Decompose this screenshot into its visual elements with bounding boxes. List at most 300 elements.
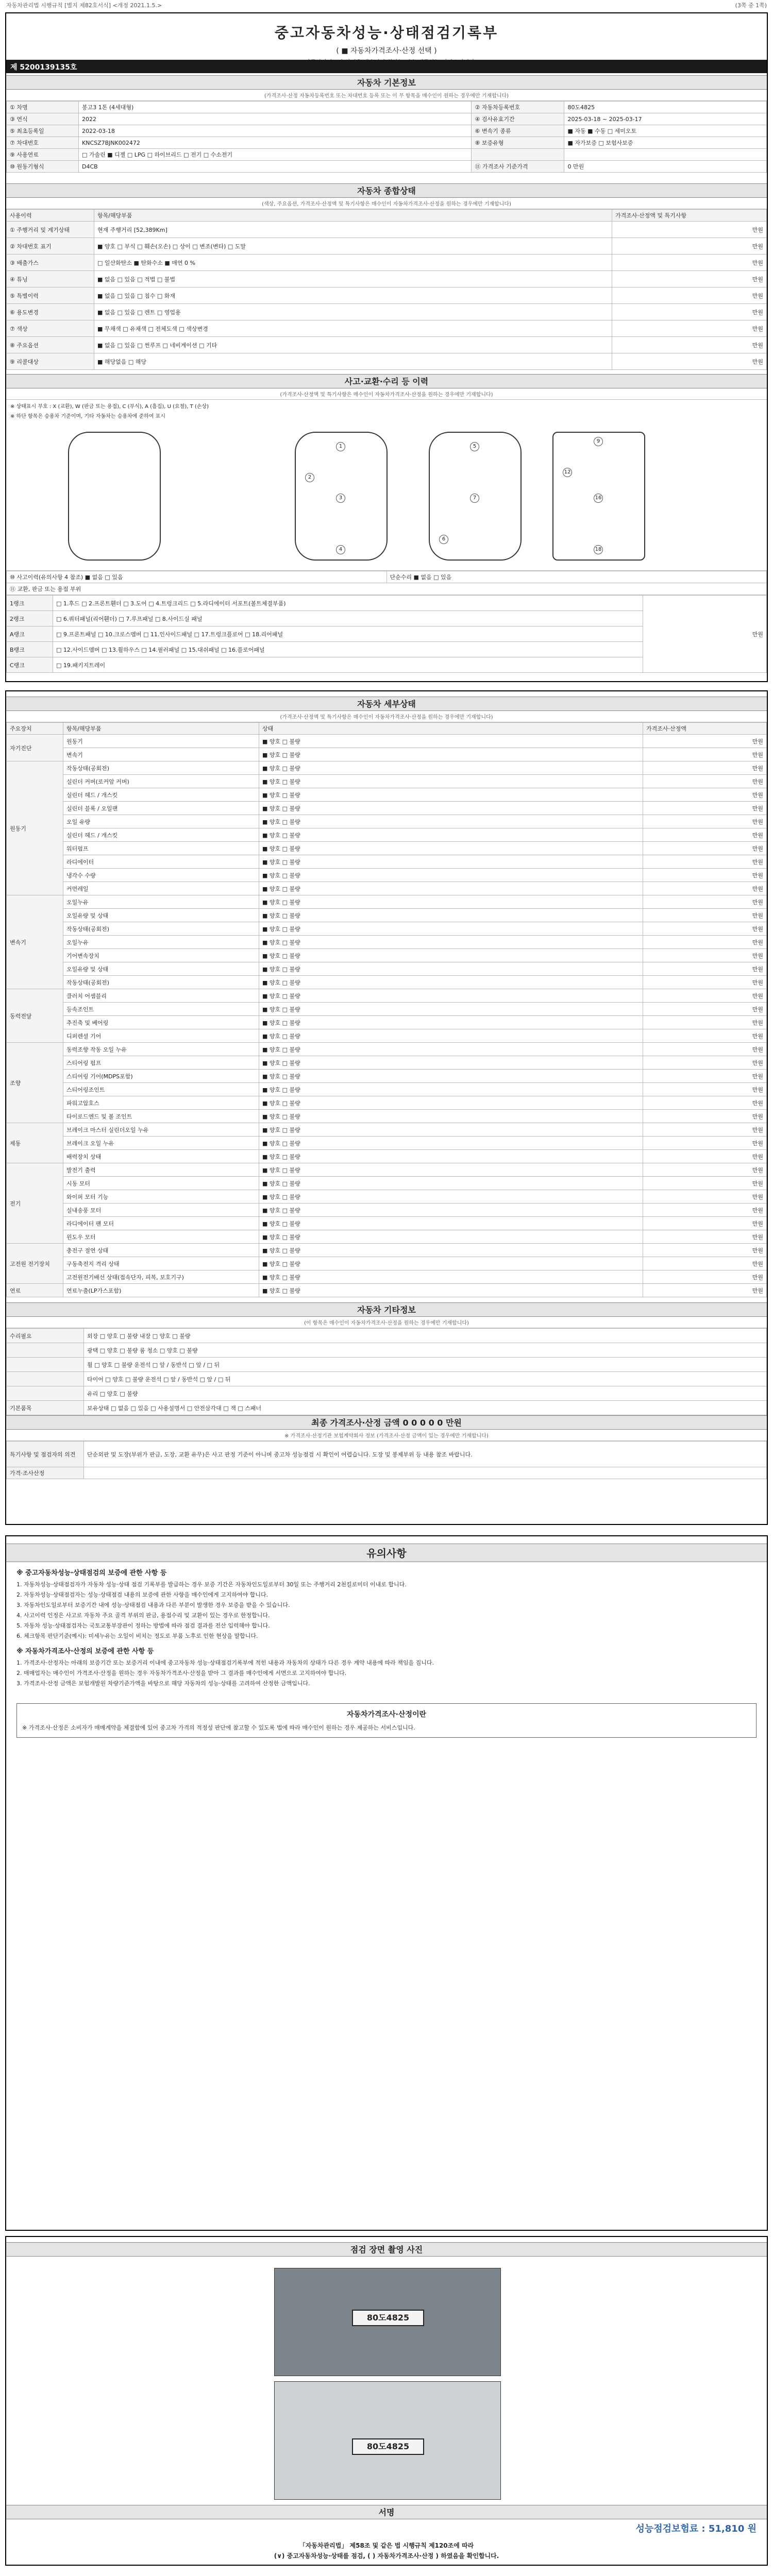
rank-key: C랭크 (7, 657, 53, 673)
detail-row (7, 815, 767, 828)
detail-row (7, 1150, 767, 1163)
detail-item: 클러치 어셈블리 (63, 989, 259, 1003)
overall-price: 만원 (612, 304, 767, 320)
overall-key: ⑨ 리콜대상 (7, 353, 94, 370)
simple-repair: 단순수리 ■ 없음 □ 있음 (386, 571, 767, 583)
detail-row (7, 1177, 767, 1190)
detail-price: 만원 (643, 842, 767, 855)
final-price: 최종 가격조사·산정 금액 0 0 0 0 0 만원 (6, 1415, 767, 1430)
other-row (7, 1358, 767, 1372)
part-number-1: 1 (336, 442, 345, 451)
rank-value: □ 19.패키지트레이 (53, 657, 643, 673)
detail-row (7, 855, 767, 869)
inspection-photo-front (274, 2268, 501, 2376)
detail-item: 오일유량 및 상태 (63, 909, 259, 922)
license-plate-2: 80도4825 (352, 2438, 424, 2455)
accident-legend: ※ 상태표시 부호 : X (교환), W (판금 또는 용접), C (부식), A (흠집), U (요철), T (손상) (10, 404, 209, 410)
overall-price: 만원 (612, 222, 767, 238)
overall-price: 만원 (612, 320, 767, 337)
basic-info-value: 80도4825 (564, 101, 767, 113)
other-value: 유리 □ 양호 □ 불량 (84, 1386, 767, 1401)
overall-key: ① 주행거리 및 계기상태 (7, 222, 94, 238)
detail-item: 스티어링 펌프 (63, 1056, 259, 1070)
overall-key: ② 차대번호 표기 (7, 238, 94, 255)
detail-status: ■ 양호 □ 불량 (259, 1150, 643, 1163)
detail-status: ■ 양호 □ 불량 (259, 828, 643, 842)
other-key: 기본품목 (7, 1401, 84, 1415)
detail-status: ■ 양호 □ 불량 (259, 855, 643, 869)
detail-price: 만원 (643, 855, 767, 869)
notice-item: 2. 매매업자는 매수인이 가격조사·산정을 원하는 경우 자동차가격조사·산정을 받아 그 결과를 매수인에게 서면으로 고지하여야 합니다. (16, 1670, 347, 1676)
basic-info-key: ⑤ 최초등록일 (7, 125, 79, 137)
detail-price: 만원 (643, 909, 767, 922)
detail-group: 전기 (7, 1163, 63, 1244)
overall-row (7, 255, 767, 271)
detail-status: ■ 양호 □ 불량 (259, 1137, 643, 1150)
detail-row (7, 882, 767, 895)
detail-group: 변속기 (7, 895, 63, 989)
detail-item: 냉각수 수량 (63, 869, 259, 882)
overall-note: (색상, 주요옵션, 가격조사·산정액 및 특기사항은 매수인이 자동차가격조사·산정을 원하는 경우에만 기재합니다) (6, 198, 767, 209)
basic-info-key: ④ 검사유효기간 (472, 113, 564, 125)
detail-row (7, 1123, 767, 1137)
detail-item: 발전기 출력 (63, 1163, 259, 1177)
part-number-3: 3 (336, 494, 345, 503)
detail-price: 만원 (643, 761, 767, 775)
detail-item: 구동축전지 격리 상태 (63, 1257, 259, 1270)
overall-row (7, 271, 767, 287)
detail-row (7, 922, 767, 936)
notice-item: 1. 자동차성능·상태점검자가 자동차 성능·상태 점검 기록부를 발급하는 경우 보증 기간은 자동차인도일로부터 30일 또는 주행거리 2천킬로미터 이내로 합니다. (16, 1581, 407, 1588)
detail-price: 만원 (643, 1270, 767, 1284)
detail-price: 만원 (643, 788, 767, 802)
detail-item: 스티어링 기어(MDPS포함) (63, 1070, 259, 1083)
inspection-photo-rear (274, 2381, 501, 2500)
detail-item: 고전원전기배선 상태(접속단자, 피복, 보호기구) (63, 1270, 259, 1284)
document-number: 제 5200139135호 (6, 60, 767, 73)
detail-price: 만원 (643, 976, 767, 989)
other-row (7, 1372, 767, 1386)
detail-group: 제동 (7, 1123, 63, 1163)
rank-value: □ 12.사이드멤버 □ 13.휠하우스 □ 14.필러패널 □ 15.대쉬패널 □ 16.플로어패널 (53, 642, 643, 657)
other-value: 보유상태 □ 없음 □ 있음 □ 사용설명서 □ 안전삼각대 □ 잭 □ 스패너 (84, 1401, 767, 1415)
detail-price: 만원 (643, 895, 767, 909)
accident-legend-2: ※ 하단 항목은 승용차 기준이며, 기타 자동차는 승용차에 준하여 표시 (10, 414, 165, 419)
detail-item: 실린더 커버(로커암 커버) (63, 775, 259, 788)
detail-row (7, 761, 767, 775)
detail-item: 연료누출(LP가스포함) (63, 1284, 259, 1297)
detail-item: 충전구 절연 상태 (63, 1244, 259, 1257)
detail-status: ■ 양호 □ 불량 (259, 1003, 643, 1016)
page-four (5, 2236, 768, 2566)
detail-row (7, 1096, 767, 1110)
notice-title: 유의사항 (6, 1544, 767, 1562)
notice-item: 6. 체크항목 판단기준(예시): 미세누유는 오일이 비치는 정도로 부품 노후로 인한 현상을 말합니다. (16, 1633, 258, 1639)
basic-info-row (7, 101, 767, 113)
detail-item: 파워고압호스 (63, 1096, 259, 1110)
detail-group: 원동기 (7, 761, 63, 895)
basic-info-value: 2025-03-18 ~ 2025-03-17 (564, 113, 767, 125)
price-value (84, 1467, 767, 1479)
rank-value: □ 1.후드 □ 2.프론트휀더 □ 3.도어 □ 4.트렁크리드 □ 5.라디에이터 서포트(볼트체결부품) (53, 596, 643, 611)
detail-item: 기어변속장치 (63, 949, 259, 962)
detail-row (7, 1244, 767, 1257)
rank-value: □ 6.쿼터패널(리어휀더) □ 7.루프패널 □ 8.사이드실 패널 (53, 611, 643, 626)
special-label: 특기사항 및 점검자의 의견 (7, 1442, 84, 1467)
overall-value: ■ 없음 □ 있음 □ 썬루프 □ 네비게이션 □ 기타 (94, 337, 612, 353)
detail-row (7, 1257, 767, 1270)
notice-item: 1. 가격조사·산정자는 아래의 보증기간 또는 보증거리 이내에 중고자동차 성능·상태점검기록부에 적힌 내용과 자동차의 상태가 다른 경우 계약 내용에 따라 책임을 집니다. (16, 1659, 434, 1666)
detail-table (6, 722, 767, 1297)
other-key (7, 1372, 84, 1386)
detail-item: 디퍼렌셜 기어 (63, 1029, 259, 1043)
other-note: (이 항목은 매수인이 자동차가격조사·산정을 원하는 경우에만 기재합니다) (6, 1317, 767, 1328)
detail-row (7, 1070, 767, 1083)
detail-status: ■ 양호 □ 불량 (259, 1016, 643, 1029)
detail-row (7, 1083, 767, 1096)
detail-row (7, 1056, 767, 1070)
other-key: 수리필요 (7, 1329, 84, 1343)
detail-row (7, 1190, 767, 1204)
notice-list-2 (6, 1658, 767, 1688)
detail-status: ■ 양호 □ 불량 (259, 815, 643, 828)
basic-info-key: ① 차명 (7, 101, 79, 113)
basic-info-row (7, 149, 767, 161)
notice-box-text: ※ 가격조사·산정은 소비자가 매매계약을 체결함에 있어 중고차 가격의 적정성 판단에 참고할 수 있도록 법에 따라 매수인이 원하는 경우 제공하는 서비스입니다. (22, 1724, 415, 1731)
overall-header: 가격조사·산정액 및 특기사항 (612, 210, 767, 222)
overall-key: ⑥ 용도변경 (7, 304, 94, 320)
detail-status: ■ 양호 □ 불량 (259, 1270, 643, 1284)
detail-row (7, 976, 767, 989)
basic-info-value: ■ 자가보증 □ 보험사보증 (564, 137, 767, 149)
detail-price: 만원 (643, 802, 767, 815)
detail-price: 만원 (643, 1137, 767, 1150)
detail-status: ■ 양호 □ 불량 (259, 1110, 643, 1123)
detail-row (7, 962, 767, 976)
basic-info-title: 자동차 기본정보 (6, 75, 767, 90)
overall-price: 만원 (612, 238, 767, 255)
detail-item: 작동상태(공회전) (63, 922, 259, 936)
detail-price: 만원 (643, 1284, 767, 1297)
page-two (5, 690, 768, 1525)
other-value: 외장 □ 양호 □ 불량 내장 □ 양호 □ 불량 (84, 1329, 767, 1343)
overall-row (7, 353, 767, 370)
overall-key: ④ 튜닝 (7, 271, 94, 287)
notice-heading-2: ※ 자동차가격조사·산정의 보증에 관한 사항 등 (16, 1648, 154, 1655)
rank-title: ⑪ 교환, 판금 또는 용접 부위 (7, 583, 767, 595)
detail-item: 와이퍼 모터 기능 (63, 1190, 259, 1204)
detail-price: 만원 (643, 748, 767, 761)
detail-status: ■ 양호 □ 불량 (259, 1163, 643, 1177)
detail-status: ■ 양호 □ 불량 (259, 1043, 643, 1056)
detail-price: 만원 (643, 1056, 767, 1070)
overall-row (7, 320, 767, 337)
detail-group: 연료 (7, 1284, 63, 1297)
other-value: 광택 □ 양호 □ 불량 룸 청소 □ 양호 □ 불량 (84, 1343, 767, 1358)
basic-info-value: 봉고3 1톤 (4세대형) (79, 101, 472, 113)
detail-price: 만원 (643, 1190, 767, 1204)
detail-row (7, 895, 767, 909)
detail-status: ■ 양호 □ 불량 (259, 735, 643, 748)
overall-value: ■ 없음 □ 있음 □ 렌트 □ 영업용 (94, 304, 612, 320)
overall-price: 만원 (612, 337, 767, 353)
detail-row (7, 989, 767, 1003)
detail-item: 타이로드엔드 및 볼 조인트 (63, 1110, 259, 1123)
rank-table (6, 595, 767, 673)
car-outline-left (68, 432, 161, 561)
detail-price: 만원 (643, 1150, 767, 1163)
overall-row (7, 238, 767, 255)
detail-item: 커먼레일 (63, 882, 259, 895)
rank-key: 1랭크 (7, 596, 53, 611)
detail-price: 만원 (643, 735, 767, 748)
detail-status: ■ 양호 □ 불량 (259, 1230, 643, 1244)
detail-row (7, 1230, 767, 1244)
overall-key: ⑤ 특별이력 (7, 287, 94, 304)
detail-status: ■ 양호 □ 불량 (259, 1096, 643, 1110)
detail-row (7, 949, 767, 962)
detail-row (7, 869, 767, 882)
detail-price: 만원 (643, 1123, 767, 1137)
notice-heading-1: ※ 중고자동차성능·상태점검의 보증에 관한 사항 등 (16, 1569, 167, 1577)
overall-value: ■ 양호 □ 부식 □ 훼손(오손) □ 상이 □ 변조(변타) □ 도말 (94, 238, 612, 255)
overall-value: □ 일산화탄소 ■ 탄화수소 ■ 매연 0 % (94, 255, 612, 271)
insurance-fee: 성능점검보험료 : 51,810 원 (635, 2523, 757, 2534)
detail-price: 만원 (643, 949, 767, 962)
notice-item: 3. 자동차인도일로부터 보증기간 내에 성능·상태점검 내용과 다른 부분이 발생한 경우 보증을 받을 수 있습니다. (16, 1602, 290, 1608)
detail-header: 주요장치 (7, 723, 63, 735)
detail-status: ■ 양호 □ 불량 (259, 1244, 643, 1257)
detail-row (7, 1016, 767, 1029)
special-table (6, 1441, 767, 1479)
other-key (7, 1358, 84, 1372)
car-diagram (6, 421, 767, 571)
basic-info-note: (가격조사·산정 자동차등록번호 또는 차대번호 등록 또는 이 무 항목을 매수인이 원하는 경우에만 기재합니다) (6, 90, 767, 101)
detail-note: (가격조사·산정액 및 특기사항은 매수인이 자동차가격조사·산정을 원하는 경우에만 기재합니다) (6, 711, 767, 722)
detail-item: 실내송풍 모터 (63, 1204, 259, 1217)
other-title: 자동차 기타정보 (6, 1302, 767, 1317)
overall-row (7, 222, 767, 238)
basic-info-key: ⑪ 가격조사 기준가격 (472, 161, 564, 173)
detail-price: 만원 (643, 1204, 767, 1217)
document-title: 중고자동차성능·상태점검기록부 (274, 24, 499, 41)
price-label: 가격·조사산정 (7, 1467, 84, 1479)
part-number-7: 7 (470, 494, 479, 503)
accident-title: 사고·교환·수리 등 이력 (6, 374, 767, 388)
detail-status: ■ 양호 □ 불량 (259, 962, 643, 976)
detail-item: 오일누유 (63, 936, 259, 949)
detail-item: 등속조인트 (63, 1003, 259, 1016)
detail-status: ■ 양호 □ 불량 (259, 1204, 643, 1217)
detail-price: 만원 (643, 1070, 767, 1083)
overall-key: ③ 배출가스 (7, 255, 94, 271)
basic-info-value: ■ 자동 ■ 수동 □ 세미오토 (564, 125, 767, 137)
detail-item: 실린더 블록 / 오일팬 (63, 802, 259, 815)
detail-status: ■ 양호 □ 불량 (259, 1284, 643, 1297)
part-number-12: 12 (563, 468, 572, 477)
final-price-note: ※ 가격조사·산정기관 보험계약회사 정보 (가격조사·산정 금액이 있는 경우에만 기재합니다) (6, 1430, 767, 1441)
detail-item: 라디에이터 팬 모터 (63, 1217, 259, 1230)
overall-section (6, 183, 767, 370)
rank-key: 2랭크 (7, 611, 53, 626)
sign-footer-2: (∨) 중고자동차성능·상태를 점검, ( ) 자동차가격조사·산정 ) 하였음을 확인합니다. (274, 2552, 499, 2560)
part-number-6: 6 (439, 535, 448, 544)
basic-info-row (7, 113, 767, 125)
overall-header: 항목/해당부품 (94, 210, 612, 222)
page-indicator: (3쪽 중 1쪽) (735, 2, 767, 9)
detail-price: 만원 (643, 1043, 767, 1056)
notice-item: 2. 자동차성능·상태점검자는 성능·상태점검 내용의 보증에 관한 사항을 매수인에게 고지하여야 합니다. (16, 1591, 268, 1598)
part-number-2: 2 (305, 473, 314, 482)
detail-price: 만원 (643, 1230, 767, 1244)
detail-header: 항목/해당부품 (63, 723, 259, 735)
detail-status: ■ 양호 □ 불량 (259, 761, 643, 775)
detail-price: 만원 (643, 1257, 767, 1270)
detail-row (7, 1270, 767, 1284)
detail-price: 만원 (643, 962, 767, 976)
basic-info-table (6, 101, 767, 173)
detail-item: 브레이크 마스터 실린더오일 누유 (63, 1123, 259, 1137)
overall-title: 자동차 종합상태 (6, 183, 767, 198)
detail-row (7, 735, 767, 748)
notice-box (16, 1703, 757, 1738)
overall-row (7, 287, 767, 304)
detail-row (7, 1163, 767, 1177)
detail-status: ■ 양호 □ 불량 (259, 882, 643, 895)
detail-group: 자기진단 (7, 735, 63, 761)
document-subtitle: ( ■ 자동차가격조사·산정 선택 ) (336, 47, 437, 55)
detail-item: 실린더 헤드 / 개스킷 (63, 788, 259, 802)
detail-status: ■ 양호 □ 불량 (259, 775, 643, 788)
basic-info-value: 2022 (79, 113, 472, 125)
notice-item: 5. 자동차 성능·상태점검자는 국토교통부장관이 정하는 방법에 따라 점검 결과를 전산 입력해야 합니다. (16, 1622, 270, 1629)
part-number-5: 5 (470, 442, 479, 451)
detail-status: ■ 양호 □ 불량 (259, 1123, 643, 1137)
detail-title: 자동차 세부상태 (6, 697, 767, 711)
detail-group: 조향 (7, 1043, 63, 1123)
detail-item: 오일유량 및 상태 (63, 962, 259, 976)
detail-item: 윈도우 모터 (63, 1230, 259, 1244)
detail-item: 실린더 헤드 / 개스킷 (63, 828, 259, 842)
overall-value: 현재 주행거리 [52,389Km] (94, 222, 612, 238)
detail-item: 작동상태(공회전) (63, 976, 259, 989)
other-row (7, 1343, 767, 1358)
detail-price: 만원 (643, 1163, 767, 1177)
basic-info-value: D4CB (79, 161, 472, 173)
detail-price: 만원 (643, 1177, 767, 1190)
detail-price: 만원 (643, 1244, 767, 1257)
other-row (7, 1329, 767, 1343)
basic-info-row (7, 125, 767, 137)
detail-status: ■ 양호 □ 불량 (259, 1217, 643, 1230)
other-row (7, 1401, 767, 1415)
basic-info-row (7, 161, 767, 173)
notice-list-1 (6, 1580, 767, 1640)
overall-price: 만원 (612, 287, 767, 304)
page-one (5, 12, 768, 682)
detail-status: ■ 양호 □ 불량 (259, 936, 643, 949)
overall-row (7, 304, 767, 320)
part-number-4: 4 (336, 545, 345, 554)
detail-row (7, 828, 767, 842)
detail-row (7, 842, 767, 855)
overall-value: ■ 없음 □ 있음 □ 적법 □ 불법 (94, 271, 612, 287)
detail-price: 만원 (643, 775, 767, 788)
other-key (7, 1343, 84, 1358)
rank-row (7, 596, 767, 611)
overall-row (7, 337, 767, 353)
detail-row (7, 1043, 767, 1056)
accident-history: ⑩ 사고이력(유의사항 4 참조) ■ 없음 □ 있음 (7, 571, 387, 583)
other-key (7, 1386, 84, 1401)
basic-info-value: □ 가솔린 ■ 디젤 □ LPG □ 하이브리드 □ 전기 □ 수소전기 (79, 149, 472, 161)
detail-status: ■ 양호 □ 불량 (259, 1070, 643, 1083)
detail-row (7, 936, 767, 949)
overall-key: ⑧ 주요옵션 (7, 337, 94, 353)
detail-status: ■ 양호 □ 불량 (259, 1257, 643, 1270)
accident-note: (가격조사·산정액 및 특기사항은 매수인이 자동차가격조사·산정을 원하는 경우에만 기재합니다) (6, 388, 767, 400)
detail-item: 스티어링조인트 (63, 1083, 259, 1096)
detail-status: ■ 양호 □ 불량 (259, 802, 643, 815)
basic-info-key (472, 149, 564, 161)
photo-title: 점검 장면 촬영 사진 (6, 2242, 767, 2257)
detail-item: 동력조향 작동 오일 누유 (63, 1043, 259, 1056)
detail-item: 오일누유 (63, 895, 259, 909)
detail-status: ■ 양호 □ 불량 (259, 842, 643, 855)
accident-table (6, 571, 767, 595)
rank-key: B랭크 (7, 642, 53, 657)
basic-info-key: ⑨ 사용연료 (7, 149, 79, 161)
other-row (7, 1386, 767, 1401)
part-number-18: 18 (594, 545, 603, 554)
basic-info-value (564, 149, 767, 161)
notice-item: 3. 가격조사·산정 금액은 보험개발원 차량기준가액을 바탕으로 해당 자동차의 성능·상태를 고려하여 산정한 금액입니다. (16, 1680, 310, 1687)
accident-section (6, 374, 767, 673)
overall-table (6, 209, 767, 370)
license-plate-1: 80도4825 (352, 2310, 424, 2326)
detail-item: 원동기 (63, 735, 259, 748)
overall-value: ■ 무채색 □ 유채색 □ 전체도색 □ 색상변경 (94, 320, 612, 337)
basic-info-section (6, 75, 767, 173)
detail-row (7, 909, 767, 922)
detail-row (7, 1217, 767, 1230)
detail-price: 만원 (643, 828, 767, 842)
notice-box-title: 자동차가격조사·산정이란 (346, 1710, 427, 1719)
form-reference: 자동차관리법 시행규칙 [별지 제82호서식] <개정 2021.1.5.> (6, 2, 162, 9)
basic-info-value: 0 만원 (564, 161, 767, 173)
overall-value: ■ 해당없음 □ 해당 (94, 353, 612, 370)
detail-row (7, 1029, 767, 1043)
detail-row (7, 1284, 767, 1297)
overall-key: ⑦ 색상 (7, 320, 94, 337)
detail-price: 만원 (643, 1029, 767, 1043)
detail-row (7, 1137, 767, 1150)
detail-row (7, 788, 767, 802)
detail-item: 작동상태(공회전) (63, 761, 259, 775)
detail-status: ■ 양호 □ 불량 (259, 1056, 643, 1070)
part-number-9: 9 (594, 437, 603, 446)
detail-status: ■ 양호 □ 불량 (259, 788, 643, 802)
detail-price: 만원 (643, 989, 767, 1003)
basic-info-value: KNCSZ7BJNK002472 (79, 137, 472, 149)
detail-status: ■ 양호 □ 불량 (259, 976, 643, 989)
other-table (6, 1328, 767, 1415)
detail-price: 만원 (643, 815, 767, 828)
detail-group: 고전원 전기장치 (7, 1244, 63, 1284)
basic-info-key: ⑩ 원동기형식 (7, 161, 79, 173)
detail-item: 배력장치 상태 (63, 1150, 259, 1163)
basic-info-value: 2022-03-18 (79, 125, 472, 137)
